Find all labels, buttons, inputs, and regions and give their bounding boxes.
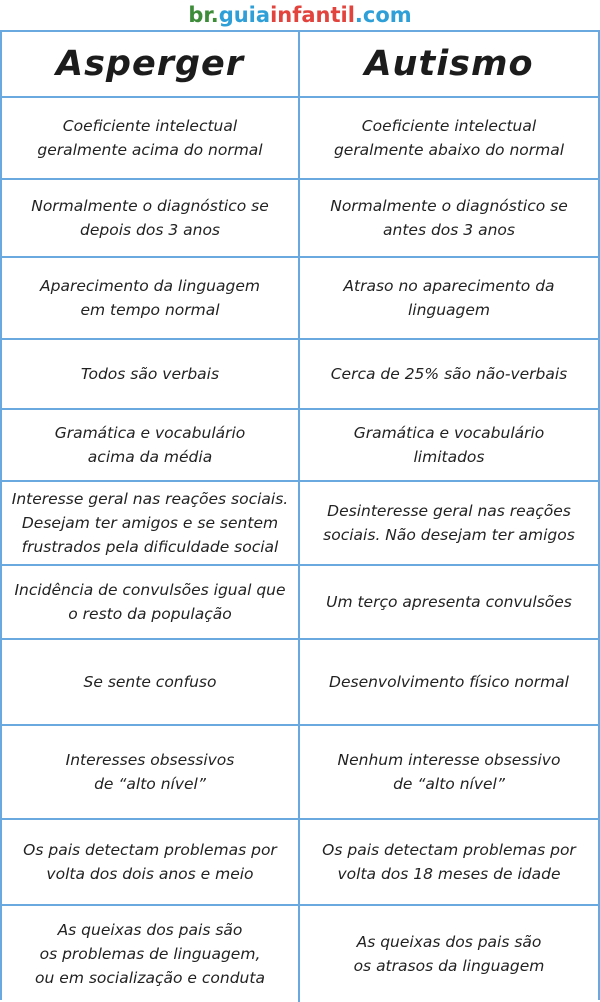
- comparison-table: [0, 30, 600, 1000]
- autismo-cell: Um terço apresenta convulsões: [326, 593, 572, 611]
- asperger-cell: Coeficiente intelectual geralmente acima do normal: [2, 98, 300, 178]
- header-asperger: Asperger: [2, 32, 300, 96]
- autismo-cell: Cerca de 25% são não-verbais: [330, 365, 568, 383]
- asperger-cell: Gramática e vocabulário acima da média: [2, 410, 300, 480]
- autismo-cell: Os pais detectam problemas por volta dos 18 meses de idade: [322, 841, 576, 883]
- table-row: [2, 256, 598, 338]
- autismo-cell: As queixas dos pais são os atrasos da linguagem: [353, 933, 545, 975]
- autismo-cell: Gramática e vocabulário limitados: [353, 424, 545, 466]
- table-row: [2, 724, 598, 818]
- asperger-cell: Se sente confuso: [2, 640, 300, 724]
- autismo-cell: Desenvolvimento físico normal: [329, 673, 569, 691]
- site-logo: [0, 0, 600, 30]
- asperger-cell: Todos são verbais: [2, 340, 300, 408]
- asperger-cell: Interesse geral nas reações sociais. Desejam ter amigos e se sentem frustrados pela dificuldade social: [2, 482, 300, 564]
- table-row: [2, 904, 598, 1002]
- autismo-cell: Desinteresse geral nas reações sociais. Não desejam ter amigos: [323, 502, 575, 544]
- table-row: [2, 408, 598, 480]
- logo-part-com: .com: [354, 3, 412, 27]
- asperger-cell: Aparecimento da linguagem em tempo normal: [2, 258, 300, 338]
- asperger-cell: As queixas dos pais são os problemas de linguagem, ou em socialização e conduta: [2, 906, 300, 1002]
- table-row: [2, 638, 598, 724]
- asperger-cell: Normalmente o diagnóstico se depois dos 3 anos: [2, 180, 300, 256]
- logo-part-br: br.: [188, 3, 219, 27]
- table-row: [2, 818, 598, 904]
- table-header-row: [2, 32, 598, 96]
- autismo-cell: Normalmente o diagnóstico se antes dos 3 anos: [330, 197, 568, 239]
- header-autismo: Autismo: [364, 44, 534, 84]
- autismo-cell: Atraso no aparecimento da linguagem: [343, 277, 555, 319]
- autismo-cell: Coeficiente intelectual geralmente abaixo do normal: [333, 117, 565, 159]
- logo-part-guia: guia: [218, 3, 271, 27]
- table-row: [2, 564, 598, 638]
- table-row: [2, 178, 598, 256]
- table-row: [2, 96, 598, 178]
- autismo-cell: Nenhum interesse obsessivo de “alto nível”: [337, 751, 561, 793]
- logo-part-infantil: infantil: [270, 3, 355, 27]
- asperger-cell: Interesses obsessivos de “alto nível”: [2, 726, 300, 818]
- table-row: [2, 338, 598, 408]
- asperger-cell: Os pais detectam problemas por volta dos dois anos e meio: [2, 820, 300, 904]
- table-row: [2, 480, 598, 564]
- asperger-cell: Incidência de convulsões igual que o resto da população: [2, 566, 300, 638]
